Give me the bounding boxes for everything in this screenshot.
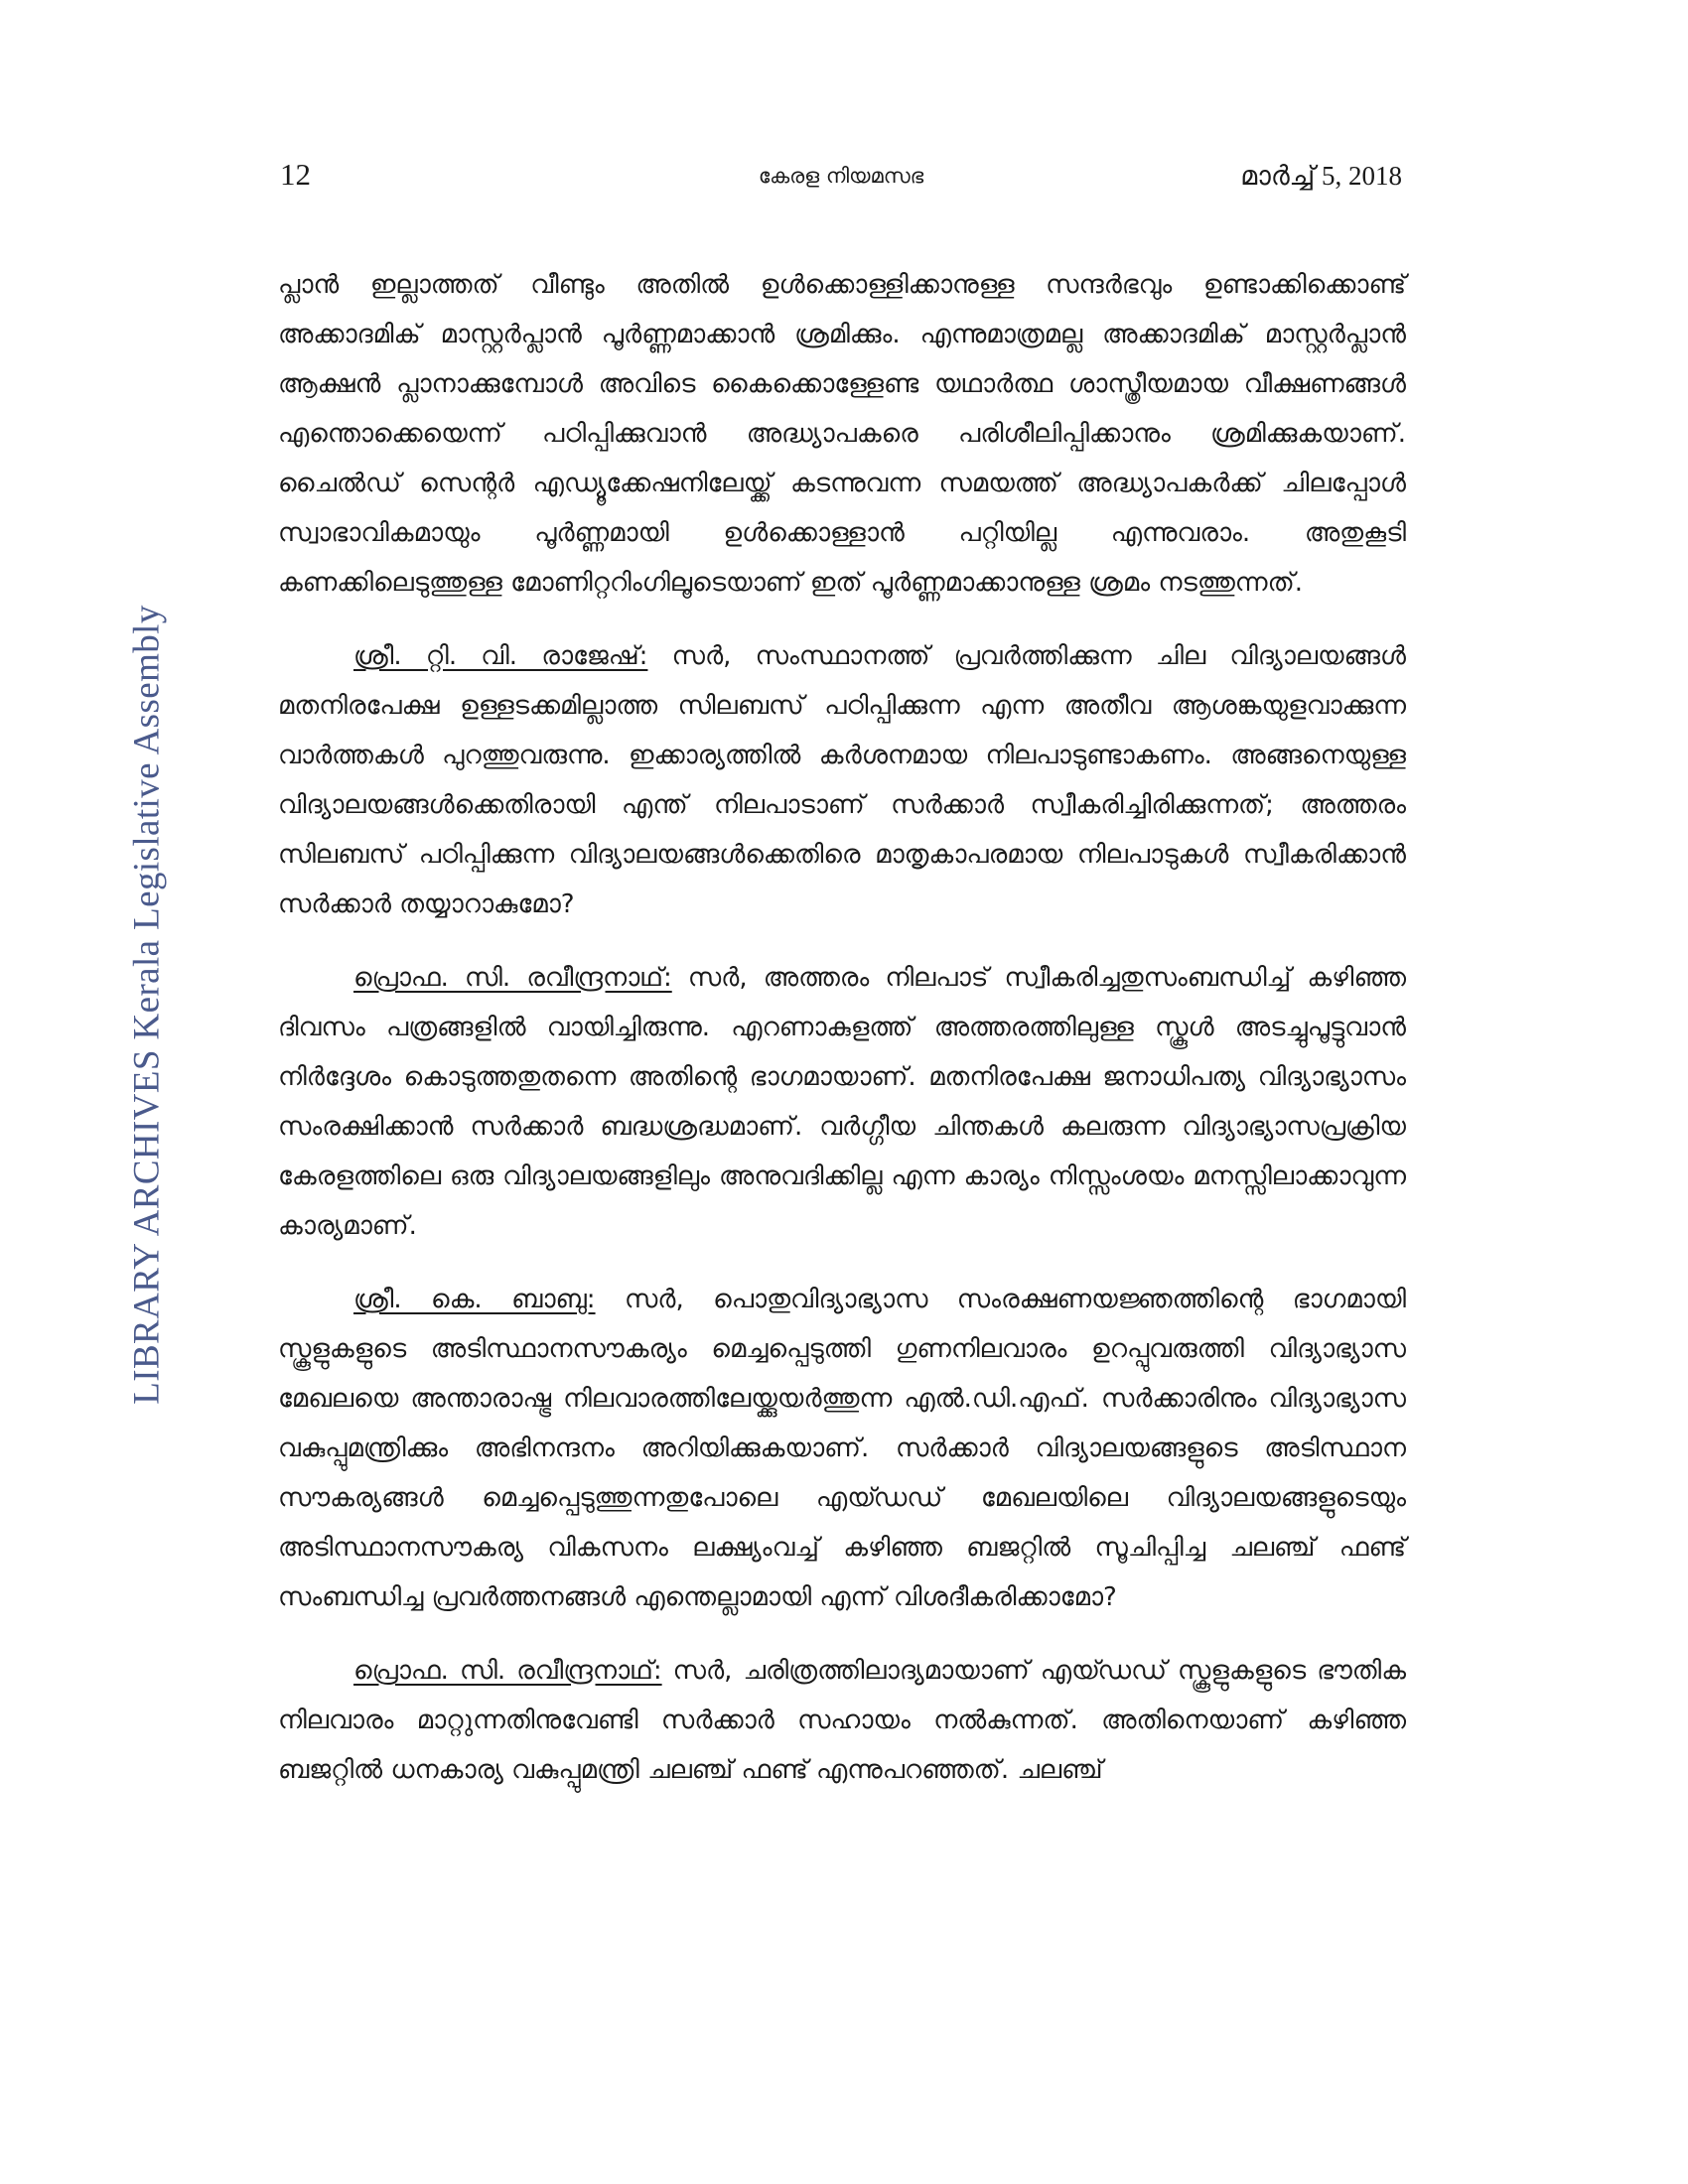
speech-paragraph [278, 631, 1406, 929]
paragraph-text: സർ, ചരിത്രത്തിലാദ്യമായാണ് എയ്ഡഡ് സ്കൂളുകളുടെ ഭൗതിക നിലവാരം മാറ്റുന്നതിനുവേണ്ടി സർക്കാർ സഹായം നൽകുന്നത്. അതിനെയാണ് കഴിഞ്ഞ ബജറ്റിൽ ധനകാര്യ വകുപ്പുമന്ത്രി ചലഞ്ച് ഫണ്ട് എന്നുപറഞ്ഞത്. ചലഞ്ച് [278, 1656, 1406, 1785]
paragraph-text: സർ, സംസ്ഥാനത്ത് പ്രവർത്തിക്കുന്ന ചില വിദ്യാലയങ്ങൾ മതനിരപേക്ഷ ഉള്ളടക്കമില്ലാത്ത സിലബസ് പഠിപ്പിക്കുന്ന എന്ന അതീവ ആശങ്കയുളവാക്കുന്ന വാർത്തകൾ പുറത്തുവരുന്നു. ഇക്കാര്യത്തിൽ കർശനമായ നിലപാടുണ്ടാകണം. അങ്ങനെയുള്ള വിദ്യാലയങ്ങൾക്കെതിരായി എന്ത് നിലപാടാണ് സർക്കാർ സ്വീകരിച്ചിരിക്കുന്നത്; അത്തരം സിലബസ് പഠിപ്പിക്കുന്ന വിദ്യാലയങ്ങൾക്കെതിരെ മാതൃകാപരമായ നിലപാടുകൾ സ്വീകരിക്കാൻ സർക്കാർ തയ്യാറാകുമോ? [278, 641, 1406, 919]
archive-watermark: LIBRARY ARCHIVES Kerala Legislative Assembly [126, 605, 168, 1405]
speech-paragraph [278, 953, 1406, 1251]
speaker-name: ശ്രീ. റ്റി. വി. രാജേഷ്: [353, 641, 648, 671]
paragraph-text: സർ, പൊതുവിദ്യാഭ്യാസ സംരക്ഷണയജ്ഞത്തിന്റെ ഭാഗമായി സ്കൂളുകളുടെ അടിസ്ഥാനസൗകര്യം മെച്ചപ്പെടുത്തി ഗുണനിലവാരം ഉറപ്പുവരുത്തി വിദ്യാഭ്യാസ മേഖലയെ അന്താരാഷ്ട്ര നിലവാരത്തിലേയ്ക്കുയർത്തുന്ന എൽ.ഡി.എഫ്. സർക്കാരിനും വിദ്യാഭ്യാസ വകുപ്പുമന്ത്രിക്കും അഭിനന്ദനം അറിയിക്കുകയാണ്. സർക്കാർ വിദ്യാലയങ്ങളുടെ അടിസ്ഥാന സൗകര്യങ്ങൾ മെച്ചപ്പെടുത്തുന്നതുപോലെ എയ്ഡഡ് മേഖലയിലെ വിദ്യാലയങ്ങളുടെയും അടിസ്ഥാനസൗകര്യ വികസനം ലക്ഷ്യംവച്ച് കഴിഞ്ഞ ബജറ്റിൽ സൂചിപ്പിച്ച ചലഞ്ച് ഫണ്ട് സംബന്ധിച്ച പ്രവർത്തനങ്ങൾ എന്തെല്ലാമായി എന്ന് വിശദീകരിക്കാമോ? [278, 1285, 1406, 1612]
speaker-name: ശ്രീ. കെ. ബാബു: [353, 1285, 596, 1314]
speech-paragraph [278, 1275, 1406, 1622]
paragraph-text: പ്ലാൻ ഇല്ലാത്തത് വീണ്ടും അതിൽ ഉൾക്കൊള്ളിക്കാനുള്ള സന്ദർഭവും ഉണ്ടാക്കിക്കൊണ്ട് അക്കാദമിക് മാസ്റ്റർപ്ലാൻ പൂർണ്ണമാക്കാൻ ശ്രമിക്കും. എന്നുമാത്രമല്ല അക്കാദമിക് മാസ്റ്റർപ്ലാൻ ആക്ഷൻ പ്ലാനാക്കുമ്പോൾ അവിടെ കൈക്കൊള്ളേണ്ട യഥാർത്ഥ ശാസ്ത്രീയമായ വീക്ഷണങ്ങൾ എന്തൊക്കെയെന്ന് പഠിപ്പിക്കുവാൻ അദ്ധ്യാപകരെ പരിശീലിപ്പിക്കാനും ശ്രമിക്കുകയാണ്. ചൈൽഡ് സെന്റർ എഡ്യൂക്കേഷനിലേയ്ക്ക് കടന്നുവന്ന സമയത്ത് അദ്ധ്യാപകർക്ക് ചിലപ്പോൾ സ്വാഭാവികമായും പൂർണ്ണമായി ഉൾക്കൊള്ളാൻ പറ്റിയില്ല എന്നുവരാം. അതുകൂടി കണക്കിലെടുത്തുള്ള മോണിറ്ററിംഗിലൂടെയാണ് ഇത് പൂർണ്ണമാക്കാനുള്ള ശ്രമം നടത്തുന്നത്. [278, 270, 1406, 598]
page-number: 12 [280, 157, 311, 192]
page-date: മാർച്ച് 5, 2018 [1240, 161, 1402, 191]
speaker-name: പ്രൊഫ. സി. രവീന്ദ്രനാഥ്: [353, 1656, 662, 1686]
speech-paragraph [278, 1646, 1406, 1795]
page-body [278, 260, 1406, 1819]
running-title: കേരള നിയമസഭ [758, 164, 924, 188]
speaker-name: പ്രൊഫ. സി. രവീന്ദ്രനാഥ്: [353, 963, 672, 993]
continuation-paragraph [278, 260, 1406, 608]
page-header [280, 157, 1402, 206]
paragraph-text: സർ, അത്തരം നിലപാട് സ്വീകരിച്ചതുസംബന്ധിച്ച് കഴിഞ്ഞ ദിവസം പത്രങ്ങളിൽ വായിച്ചിരുന്നു. എറണാകുളത്ത് അത്തരത്തിലുള്ള സ്കൂൾ അടച്ചുപൂട്ടുവാൻ നിർദ്ദേശം കൊടുത്തതുതന്നെ അതിന്റെ ഭാഗമായാണ്. മതനിരപേക്ഷ ജനാധിപത്യ വിദ്യാഭ്യാസം സംരക്ഷിക്കാൻ സർക്കാർ ബദ്ധശ്രദ്ധമാണ്. വർഗ്ഗീയ ചിന്തകൾ കലരുന്ന വിദ്യാഭ്യാസപ്രക്രിയ കേരളത്തിലെ ഒരു വിദ്യാലയങ്ങളിലും അനുവദിക്കില്ല എന്ന കാര്യം നിസ്സംശയം മനസ്സിലാക്കാവുന്ന കാര്യമാണ്. [278, 963, 1406, 1241]
